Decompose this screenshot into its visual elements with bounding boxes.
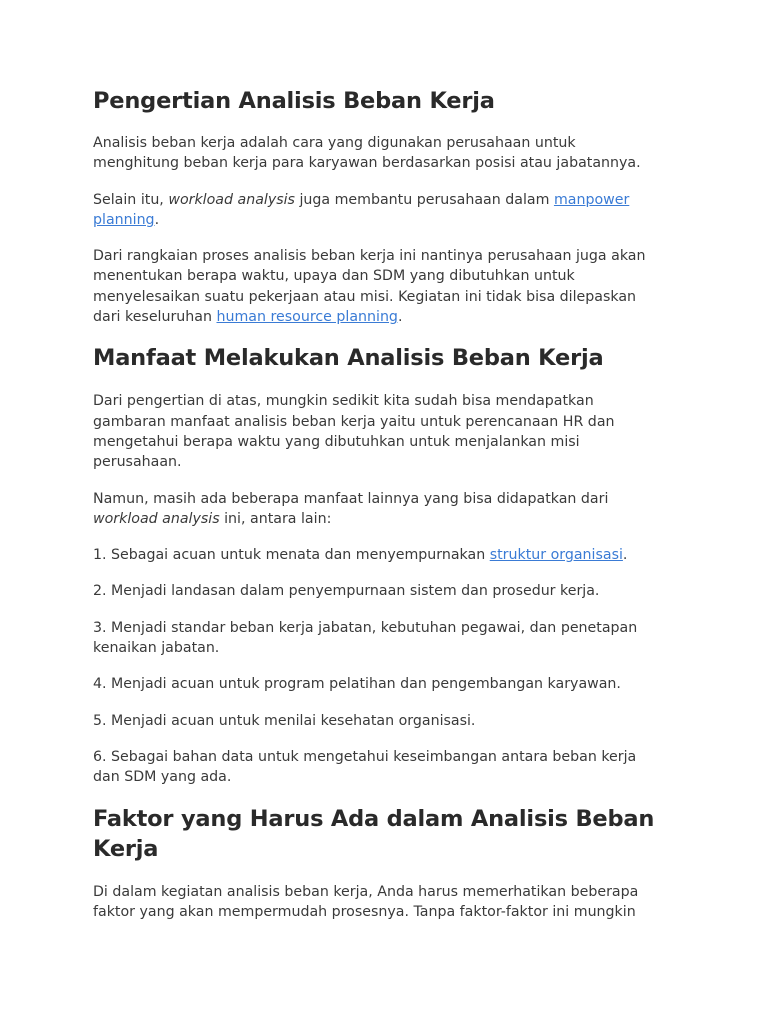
paragraph-workload-intro [93,190,665,231]
heading-faktor: Faktor yang Harus Ada dalam Analisis Beban Kerja [93,805,655,862]
paragraph-benefit-list-intro [93,489,665,530]
italic-term: workload analysis [168,191,295,208]
list-item-6: 6. Sebagai bahan data untuk mengetahui keseimbangan antara beban kerja dan SDM yang ada. [93,748,637,786]
manpower-planning-link[interactable]: manpower planning [93,191,630,228]
paragraph-benefit-intro: Dari pengertian di atas, mungkin sedikit kita sudah bisa mendapatkan gambaran manfaat analisis beban kerja yaitu untuk perencanaan HR dan mengetahui berapa waktu yang dibutuhkan untuk menjalankan misi perusahaan. [93,393,615,471]
paragraph-text: . [154,211,160,228]
list-item-4: 4. Menjadi acuan untuk program pelatihan dan pengembangan karyawan. [93,676,621,693]
paragraph-text: juga membantu perusahaan dalam [294,191,554,208]
heading-pengertian: Pengertian Analisis Beban Kerja [93,88,495,114]
list-item-5: 5. Menjadi acuan untuk menilai kesehatan organisasi. [93,712,476,729]
paragraph-text: . [622,547,628,564]
paragraph-text: . [397,309,403,326]
paragraph-process [93,246,665,327]
struktur-organisasi-link[interactable]: struktur organisasi [489,547,623,564]
list-item-3: 3. Menjadi standar beban kerja jabatan, kebutuhan pegawai, dan penetapan kenaikan jabatan. [93,619,638,657]
paragraph-text: Selain itu, [93,191,169,208]
paragraph-text: 1. Sebagai acuan untuk menata dan menyempurnakan [93,547,490,564]
human-resource-planning-link[interactable]: human resource planning [216,309,398,326]
list-item-1 [93,545,665,565]
italic-term: workload analysis [93,510,220,527]
article-body [93,86,665,922]
paragraph-text: Namun, masih ada beberapa manfaat lainnya yang bisa didapatkan dari [93,490,609,507]
paragraph-definition: Analisis beban kerja adalah cara yang digunakan perusahaan untuk menghitung beban kerja para karyawan berdasarkan posisi atau jabatannya. [93,135,641,172]
paragraph-factor-intro: Di dalam kegiatan analisis beban kerja, Anda harus memerhatikan beberapa faktor yang akan mempermudah prosesnya. Tanpa faktor-faktor ini mungkin [93,883,639,920]
heading-manfaat: Manfaat Melakukan Analisis Beban Kerja [93,345,604,372]
paragraph-text: ini, antara lain: [219,510,332,527]
paragraph-text: Dari rangkaian proses analisis beban kerja ini nantinya perusahaan juga akan menentukan berapa waktu, upaya dan SDM yang dibutuhkan untuk menyelesaikan suatu pekerjaan atau misi. Kegiatan ini tidak bisa dilepaskan dari keseluruhan [93,248,646,326]
list-item-2: 2. Menjadi landasan dalam penyempurnaan sistem dan prosedur kerja. [93,583,600,600]
